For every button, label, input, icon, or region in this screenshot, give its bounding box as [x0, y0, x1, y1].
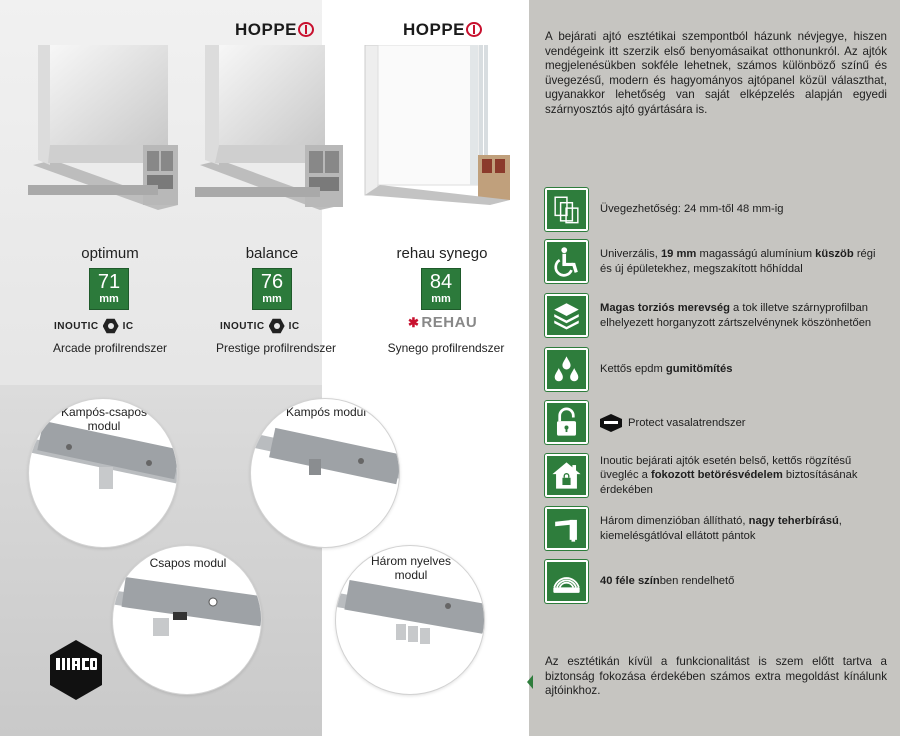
module-label-line2: modul	[394, 568, 428, 582]
profile-system-rehau-synego: Synego profilrendszer	[387, 341, 505, 355]
feature-text-part: 19 mm	[660, 248, 697, 261]
depth-badge-balance	[252, 268, 292, 310]
feature-text-content	[600, 574, 734, 588]
maco-small-logo-icon	[600, 414, 622, 432]
feature-torsion	[545, 294, 890, 338]
feature-text-part: Üvegezhetőség: 24 mm-től 48 mm-ig	[600, 203, 784, 216]
module-triple-latch	[335, 545, 485, 695]
inoutic-logo-text: INOUTIC	[220, 320, 265, 332]
module-label	[251, 405, 400, 419]
hoppe-logo-right	[403, 20, 482, 40]
depth-unit: mm	[431, 293, 451, 305]
feature-text-part: Protect vasalatrendszer	[628, 416, 746, 429]
feature-glazing	[545, 188, 890, 232]
depth-unit: mm	[99, 293, 119, 305]
profile-name-optimum: optimum	[81, 245, 139, 262]
padlock-icon	[545, 401, 588, 444]
feature-text-part: Kettős epdm	[600, 363, 666, 376]
feature-text	[600, 348, 885, 391]
feature-text-part: ben rendelhető	[659, 575, 735, 588]
module-bolt	[112, 545, 262, 695]
feature-text-part: régi és új épületekhez, megszakított hőhíddal	[600, 248, 876, 275]
module-hook-bolt	[28, 398, 178, 548]
feature-text-part: küszöb	[815, 248, 854, 261]
feature-threshold	[545, 240, 890, 284]
intro-paragraph: A bejárati ajtó esztétikai szempontból házunk névjegye, hiszen vendégeink itt szerzik első benyomásaikat otthonunkról. Az ajtók megjelenésükben sokféle lehetnek, számos különböző színű és üvegezésű, modern és hagyományos ajtópanel közül választhat, ugyanakkor lehetőség van saját elképzelés alapján egyedi szárnyosztós ajtó gyártására is.	[545, 30, 887, 116]
module-label-line1: Három nyelves	[370, 554, 452, 568]
rehau-synego-profile-image	[360, 45, 515, 215]
feature-text-part: magasságú alumínium	[696, 248, 816, 261]
module-label-line1: Kampós-csapos	[60, 405, 148, 419]
hoppe-logo-text: HOPPE	[235, 20, 298, 39]
depth-value: 71	[97, 271, 121, 293]
feature-text-part: fokozott betörésvédelem	[651, 469, 783, 482]
feature-text-content	[600, 414, 746, 432]
layers-icon	[545, 294, 588, 337]
profile-system-optimum: Arcade profilrendszer	[52, 341, 168, 355]
feature-text-part: biztosításának érdekében	[600, 469, 858, 496]
feature-hardware	[545, 401, 890, 445]
drops-icon	[545, 348, 588, 391]
module-hook	[250, 398, 400, 548]
optimum-profile-image	[28, 45, 183, 215]
module-label-line2: modul	[87, 419, 121, 433]
inoutic-logo-text: INOUTIC	[54, 320, 99, 332]
outro-arrow-icon	[527, 675, 533, 689]
feature-text-part: Univerzális,	[600, 248, 661, 261]
feature-text-content	[600, 362, 732, 376]
feature-text	[600, 294, 885, 337]
feature-text-content	[600, 247, 885, 275]
module-label	[336, 554, 485, 582]
inoutic-logo-suffix: IC	[122, 320, 134, 332]
module-label-line1: Csapos modul	[149, 556, 227, 570]
hoppe-mark-icon	[466, 22, 482, 37]
house-lock-icon	[545, 454, 588, 497]
depth-value: 84	[429, 271, 453, 293]
color-fan-icon	[545, 560, 588, 603]
feature-burglary-protection	[545, 454, 890, 498]
glass-panes-icon	[545, 188, 588, 231]
hoppe-logo-left	[235, 20, 314, 40]
feature-text-content	[600, 454, 885, 497]
wheelchair-icon	[545, 240, 588, 283]
depth-badge-optimum	[89, 268, 129, 310]
outro-paragraph: Az esztétikán kívül a funkcionalitást is szem előtt tartva a biztonság fokozása érdekében számos extra megoldást kínálunk ajtóinkhoz.	[545, 655, 887, 698]
hex-nut-icon	[269, 318, 285, 334]
rehau-logo-text: REHAU	[421, 314, 478, 331]
feature-text-part: 40 féle szín	[600, 575, 660, 588]
hinge-icon	[545, 507, 588, 550]
feature-text-part: , kiemelésgátlóval ellátott pántok	[600, 515, 842, 542]
module-label-line1: Kampós modul	[285, 405, 367, 419]
feature-text-part: gumitömítés	[665, 363, 733, 376]
feature-hinges	[545, 507, 890, 551]
module-label	[113, 556, 262, 570]
feature-text	[600, 454, 885, 497]
feature-text-part: Magas torziós merevség	[600, 302, 730, 315]
rehau-star-icon: ✱	[408, 314, 420, 330]
feature-gasket	[545, 348, 890, 392]
feature-text-part: Inoutic bejárati ajtók esetén belső, kettős rögzítésű üvegléc a	[600, 455, 852, 482]
depth-value: 76	[260, 271, 284, 293]
feature-text	[600, 560, 885, 603]
hoppe-logo-text: HOPPE	[403, 20, 466, 39]
feature-text	[600, 188, 885, 231]
hex-nut-icon	[103, 318, 119, 334]
profile-name-rehau-synego: rehau synego	[396, 245, 488, 262]
feature-colors	[545, 560, 890, 604]
depth-unit: mm	[262, 293, 282, 305]
feature-text	[600, 401, 885, 444]
inoutic-logo-balance	[220, 318, 300, 334]
feature-text-content	[600, 514, 885, 542]
balance-profile-image	[195, 45, 345, 215]
profile-system-balance: Prestige profilrendszer	[215, 341, 337, 355]
profile-name-balance: balance	[245, 245, 299, 262]
feature-text-content	[600, 301, 885, 329]
hoppe-mark-icon	[298, 22, 314, 37]
maco-logo	[50, 640, 102, 700]
feature-text-part: Három dimenzióban állítható,	[600, 515, 749, 528]
feature-text-part: nagy teherbírású	[748, 515, 839, 528]
rehau-logo	[408, 314, 477, 331]
feature-text	[600, 507, 885, 550]
depth-badge-rehau-synego	[421, 268, 461, 310]
inoutic-logo-suffix: IC	[288, 320, 300, 332]
feature-text-part: a tok illetve szárnyprofilban elhelyezett horganyzott zártszelvénynek köszönhetően	[600, 302, 872, 329]
feature-text-content	[600, 202, 783, 216]
feature-text	[600, 240, 885, 283]
module-label	[29, 405, 178, 433]
inoutic-logo-optimum	[54, 318, 134, 334]
